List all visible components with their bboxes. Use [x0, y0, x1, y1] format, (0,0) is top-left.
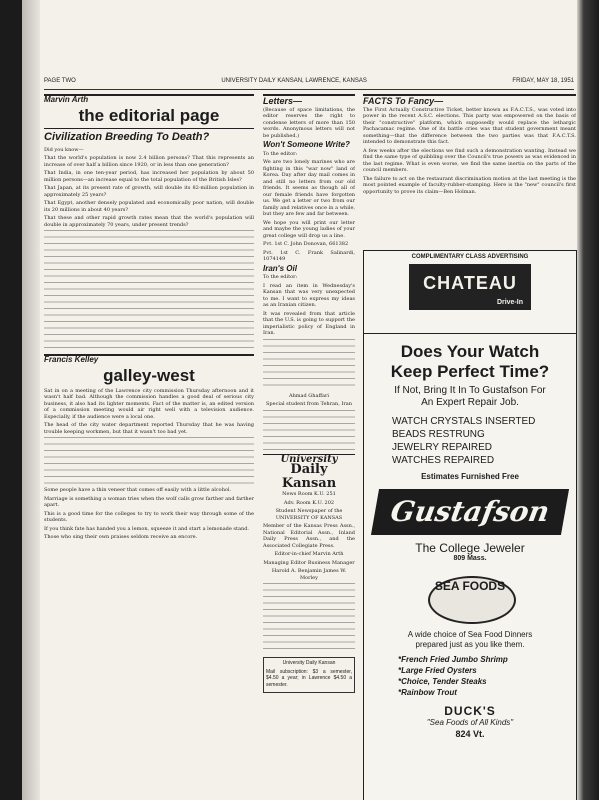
masthead-title: Daily Kansan	[281, 462, 337, 491]
menu-item: *Choice, Tender Steaks	[398, 677, 487, 686]
paragraph: That these and other rapid growth rates mean that the world's population will double in approximately 70 years, under present trends?	[44, 215, 254, 228]
chateau-sub: Drive-In	[496, 299, 523, 306]
paragraph: The First Actually Constructive Ticket, better known as F.A.C.T.S., was voted into power in the recent A.S.C. elections. This party was empowered on the basis of their "constructive" platform, which supposedly would replace the lethargic Pachacamac regime. One of its battle cries was that student government meant something—that the difference between the two parties was that F.A.C.T.S. intended to demonstrate this fact.	[363, 106, 576, 145]
fish-logo	[420, 570, 520, 626]
ad-subheadline: An Expert Repair Job.	[421, 397, 519, 408]
menu-item: *French Fried Jumbo Shrimp	[398, 655, 508, 664]
ad-header: COMPLIMENTARY CLASS ADVERTISING	[411, 254, 529, 260]
ducks-slogan: "Sea Foods of All Kinds"	[426, 718, 514, 727]
scanner-edge-right	[577, 0, 599, 800]
service-item: JEWELRY REPAIRED	[392, 442, 493, 453]
signature: Ahmad Ghaffari	[288, 392, 330, 399]
letters-column	[263, 94, 355, 693]
ducks-name: DUCK'S	[444, 704, 496, 718]
box-title: University Daily Kansan	[282, 660, 336, 666]
ducks-address: 824 Vt.	[455, 729, 485, 739]
column-title: galley-west	[103, 365, 195, 385]
quip: Some people have a thin veneer that comes off easily with a little alcohol.	[44, 487, 232, 493]
page-fold	[22, 0, 40, 800]
signature: Special student from Tehran, Iran	[266, 401, 352, 407]
paper-name: UNIVERSITY DAILY KANSAN, LAWRENCE, KANSAS	[221, 78, 367, 84]
masthead-line: Editor-in-chief Marvin Arth	[274, 551, 344, 557]
sea-foods-title: SEA FOODS	[434, 579, 506, 593]
masthead-line: Member of the Kansas Press Assn., National Editorial Assn., Inland Daily Press Assn., and the Associated Collegiate Press.	[263, 523, 355, 549]
sea-foods-text: prepared just as you like them.	[415, 640, 525, 649]
subscription-box	[263, 657, 355, 693]
paragraph: It was revealed from that article that the U.S. is going to support the imperialistic policy of England in Iran.	[263, 310, 355, 336]
ad-headline: Does Your Watch	[400, 342, 540, 361]
paragraph: That Egypt, another densely populated and economically poor nation, will double its 20 millions in about 40 years?	[44, 200, 254, 213]
paragraph: To the editor:	[263, 150, 298, 157]
ad-subheadline: If Not, Bring It In To Gustafson For	[394, 385, 546, 396]
letters-note: (Because of space limitations, the editor reserves the right to condense letters of more than 150 words. Anonymous letters will not be published.)	[263, 106, 355, 139]
quip: This is a good time for the colleges to try to work their way through some of the students.	[44, 510, 254, 523]
paragraph: That India, in one ten-year period, has increased her population by about 50 million persons—an increase equal to the total population of the British Isles?	[44, 170, 254, 183]
newspaper-page	[22, 0, 577, 800]
service-item: WATCH CRYSTALS INSERTED	[392, 416, 536, 427]
jeweler-tagline: The College Jeweler	[415, 541, 525, 555]
letter-headline: Iran's Oil	[263, 263, 297, 273]
staff-listing	[263, 583, 355, 653]
quip: Marriage is something a woman tries when the wolf calls grow farther and farther apart.	[44, 495, 254, 508]
paragraph: A few weeks after the elections we find such a demonstration wanting. Instead we find the same type of quibbling over the Council's true powers as was evidenced in the last regime. What is even worse, we find the same inertia on the parts of the council members.	[363, 147, 576, 173]
menu-item: *Rainbow Trout	[398, 688, 457, 697]
scanner-edge-left	[0, 0, 22, 800]
service-list	[392, 415, 576, 467]
masthead-university: University	[263, 454, 355, 464]
subscription-text: Mail subscription: $3 a semester, $4.50 a year; in Lawrence $4.50 a semester.	[266, 668, 352, 688]
editor-byline: Marvin Arth	[44, 94, 254, 104]
page-header	[44, 78, 574, 90]
paragraph: We are two lonely marines who are fighting in this "war now" land of Korea. Day after day mail comes in and still no letters from our old friends. It seems as though all of our female friends have forgotten us. We get a letter or two from our family and relatives once in a while, but they are few and far between.	[263, 159, 355, 217]
jeweler-address: 809 Mass.	[453, 555, 487, 562]
masthead-line: Managing Editor Business Manager	[263, 559, 355, 566]
facts-column	[363, 94, 576, 197]
body-text-block	[263, 410, 355, 450]
ad-headline: Keep Perfect Time?	[390, 362, 550, 381]
paragraph: To the editor:	[263, 274, 298, 280]
service-item: BEADS RESTRUNG	[392, 429, 485, 440]
service-item: WATCHES REPAIRED	[392, 455, 495, 466]
paragraph: Sat in on a meeting of the Lawrence city commission Thursday afternoon and it wasn't half bad. Although the commission handles a good deal of serious city business, it also had its lighter moments. Fact of the matter is, an edited version of a commission meeting would air right well with a television audience. Especially, if the audience were a local one.	[44, 387, 254, 420]
gustafson-logo: Gustafson	[371, 489, 569, 535]
estimates-note: Estimates Furnished Free	[421, 472, 519, 481]
columnist-byline: Francis Kelley	[44, 354, 254, 364]
menu-item: *Large Fried Oysters	[398, 666, 477, 675]
paragraph: The failure to act on the restaurant discrimination motion at the last meeting is the most pointed example of faculty-rubber-stamping. Here is the "new" council's first opportunity to prove its claim—Ben Holman.	[363, 175, 576, 195]
signature: Pvt. 1st C. John Donovan, 661382	[263, 241, 349, 247]
masthead-line: Student Newspaper of the UNIVERSITY OF KANSAS	[275, 508, 343, 521]
issue-date: FRIDAY, MAY 18, 1951	[512, 78, 574, 84]
gustafson-ad	[363, 333, 577, 800]
paragraph: The head of the city water department reported Thursday that he was having trouble keeping workmen, but that it wasn't too bad yet.	[44, 422, 254, 435]
editorial-headline: Civilization Breeding To Death?	[44, 128, 254, 144]
paragraph: That the world's population is now 2.4 billion persons? That this represents an increase of over half a billion since 1920, or in less than one generation?	[44, 155, 254, 168]
paragraph: That Japan, at its present rate of growth, will double its 82-million population in approximately 25 years?	[44, 185, 254, 198]
masthead-line: News Room K.U. 251	[282, 491, 336, 497]
masthead-line: Harold A. Benjamin James W. Morley	[271, 568, 347, 581]
sea-foods-text: A wide choice of Sea Food Dinners	[407, 630, 533, 639]
letter-headline: Won't Someone Write?	[263, 140, 350, 149]
body-text-block	[44, 437, 254, 485]
paragraph: I read an item in Wednesday's Kansan that was very unexpected to me. I want to express my ideas as an Iranian citizen.	[263, 282, 355, 308]
facts-heading: FACTS To Fancy—	[363, 94, 576, 105]
quip: Those who sing their own praises seldom receive an encore.	[44, 534, 198, 540]
masthead-line: Adv. Room K.U. 202	[283, 499, 335, 506]
editorial-column	[44, 94, 254, 543]
body-text-block	[44, 230, 254, 348]
quip: If you think fate has handed you a lemon, squeeze it and start a lemonade stand.	[44, 525, 249, 532]
chateau-name: CHATEAU	[423, 273, 517, 293]
page-number: PAGE TWO	[44, 78, 76, 84]
signature: Pvt. 1st C. Frank Salinardi, 1074149	[263, 249, 355, 262]
chateau-logo	[409, 264, 531, 310]
body-text-block	[263, 339, 355, 391]
section-title: the editorial page	[78, 105, 220, 125]
menu-list	[398, 654, 576, 698]
chateau-ad	[363, 250, 577, 334]
paragraph: We hope you will print our letter and maybe the young ladies of your great college will drop us a line.	[263, 219, 355, 239]
letters-heading: Letters—	[263, 94, 355, 105]
editorial-lead: Did you know—	[44, 146, 84, 153]
